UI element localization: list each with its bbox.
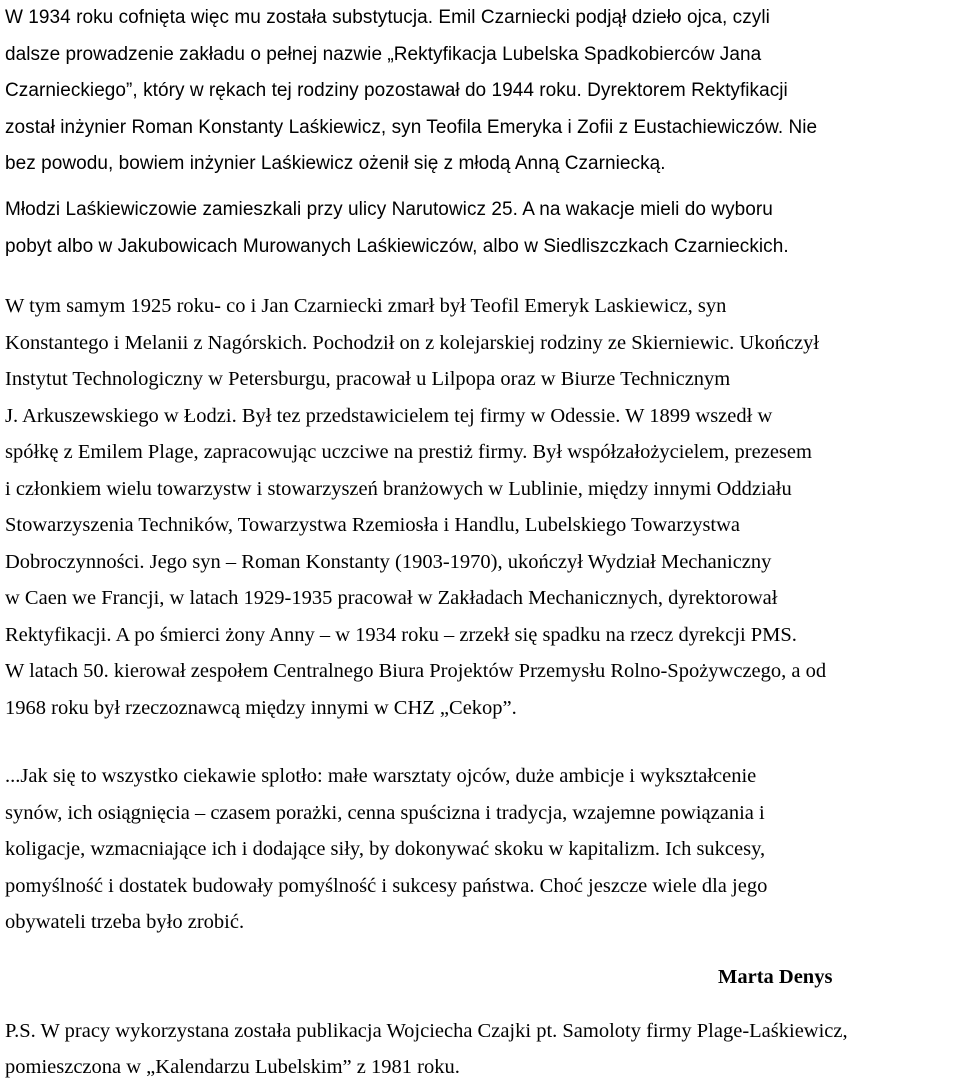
paragraph-podsumowanie: ...Jak się to wszystko ciekawie splotło: małe warsztaty ojców, duże ambicje i wykształcenie synów, ich osiągnięcia – czasem porażki, cenna spuścizna i tradycja, wzajemne powiązania i koligacje, wzmacniające ich i dodające siły, by dokonywać skoku w kapitalizm. Ich sukcesy, pomyślność i dostatek budowały pomyślność i sukcesy państwa. Choć jeszcze wiele dla jego obywateli trzeba było zrobić. [5,765,768,933]
paragraph-postscript: P.S. W pracy wykorzystana została publikacja Wojciecha Czajki pt. Samoloty firmy Plage-Laśkiewicz, pomieszczona w „Kalendarzu Lubelskim” z 1981 roku. [5,1020,848,1078]
author-signature: Marta Denys [718,966,833,988]
paragraph-teofil-emeryk: W tym samym 1925 roku- co i Jan Czarniecki zmarł był Teofil Emeryk Laskiewicz, syn Konstantego i Melanii z Nagórskich. Pochodził on z kolejarskiej rodziny ze Skierniewic. Ukończył Instytut Technologiczny w Petersburgu, pracował u Lilpopa oraz w Biurze Technicznym J. Arkuszewskiego w Łodzi. Był tez przedstawicielem tej firmy w Odessie. W 1899 wszedł w spółkę z Emilem Plage, zapracowując uczciwe na prestiż firmy. Był współzałożycielem, prezesem i członkiem wielu towarzystw i stowarzyszeń branżowych w Lublinie, między innymi Oddziału Stowarzyszenia Techników, Towarzystwa Rzemiosła i Handlu, Lubelskiego Towarzystwa Dobroczynności. Jego syn – Roman Konstanty (1903-1970), ukończył Wydział Mechaniczny w Caen we Francji, w latach 1929-1935 pracował w Zakładach Mechanicznych, dyrektorował Rektyfikacji. A po śmierci żony Anny – w 1934 roku – zrzekł się spadku na rzecz dyrekcji PMS. W latach 50. kierował zespołem Centralnego Biura Projektów Przemysłu Rolno-Spożywczego, a od 1968 roku był rzeczoznawcą między innymi w CHZ „Cekop”. [5,295,827,719]
paragraph-substytucja: W 1934 roku cofnięta więc mu została substytucja. Emil Czarniecki podjął dzieło ojca, czyli dalsze prowadzenie zakładu o pełnej nazwie „Rektyfikacja Lubelska Spadkobierców Jana Czarnieckiego”, który w rękach tej rodziny pozostawał do 1944 roku. Dyrektorem Rektyfikacji został inżynier Roman Konstanty Laśkiewicz, syn Teofila Emeryka i Zofii z Eustachiewiczów. Nie bez powodu, bowiem inżynier Laśkiewicz ożenił się z młodą Anną Czarniecką. [5,7,818,174]
paragraph-mlodzi-laskiewiczowie: Młodzi Laśkiewiczowie zamieszkali przy ulicy Narutowicz 25. A na wakacje mieli do wyboru pobyt albo w Jakubowicach Murowanych Laśkiewiczów, albo w Siedliszczkach Czarnieckich. [5,199,789,257]
